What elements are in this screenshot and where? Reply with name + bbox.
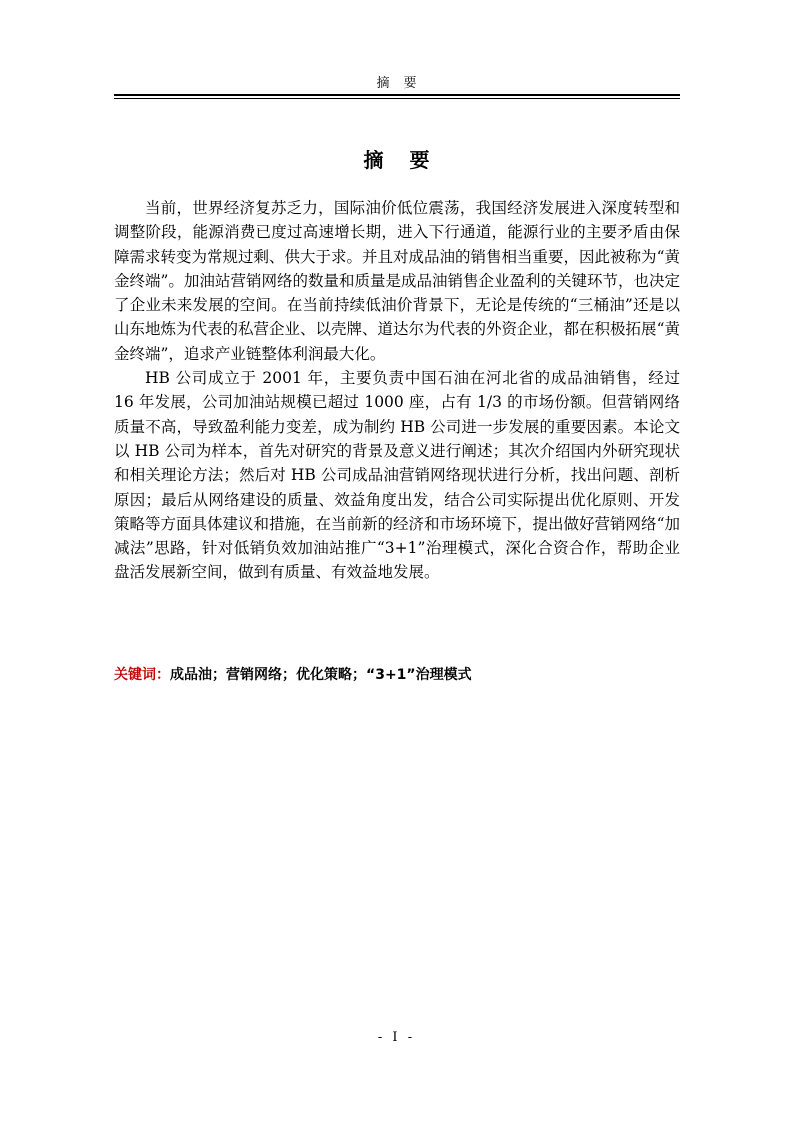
abstract-body — [114, 196, 680, 585]
page-number: - I - — [377, 1030, 416, 1045]
header-rule-thick — [114, 94, 680, 96]
keywords-text: 成品油；营销网络；优化策略；“3+1”治理模式 — [170, 667, 472, 683]
page-title: 摘要 — [363, 148, 456, 172]
abstract-paragraph-1: 当前，世界经济复苏乏力，国际油价低位震荡，我国经济发展进入深度转型和调整阶段，能源消费已度过高速增长期，进入下行通道，能源行业的主要矛盾由保障需求转变为常规过剩、供大于求。并且对成品油的销售相当重要，因此被称为“黄金终端”。加油站营销网络的数量和质量是成品油销售企业盈利的关键环节，也决定了企业未来发展的空间。在当前持续低油价背景下，无论是传统的“三桶油”还是以山东地炼为代表的私营企业、以壳牌、道达尔为代表的外资企业，都在积极拓展“黄金终端”，追求产业链整体利润最大化。 — [114, 199, 680, 363]
running-header-title: 摘要 — [376, 76, 431, 91]
abstract-paragraph-2: HB 公司成立于 2001 年，主要负责中国石油在河北省的成品油销售，经过 16 年发展，公司加油站规模已超过 1000 座，占有 1/3 的市场份额。但营销网络质量不高，导致盈利能力变差，成为制约 HB 公司进一步发展的重要因素。本论文以 HB 公司为样本，首先对研究的背景及意义进行阐述；其次介绍国内外研究现状和相关理论方法；然后对 HB 公司成品油营销网络现状进行分析，找出问题、剖析原因；最后从网络建设的质量、效益角度出发，结合公司实际提出优化原则、开发策略等方面具体建议和措施，在当前新的经济和市场环境下，提出做好营销网络“加减法”思路，针对低销负效加油站推广“3+1”治理模式，深化合资合作，帮助企业盘活发展新空间，做到有质量、有效益地发展。 — [114, 369, 680, 582]
header-rule-thin — [114, 98, 680, 99]
keywords-line — [114, 665, 680, 685]
keywords-label: 关键词： — [114, 667, 170, 683]
